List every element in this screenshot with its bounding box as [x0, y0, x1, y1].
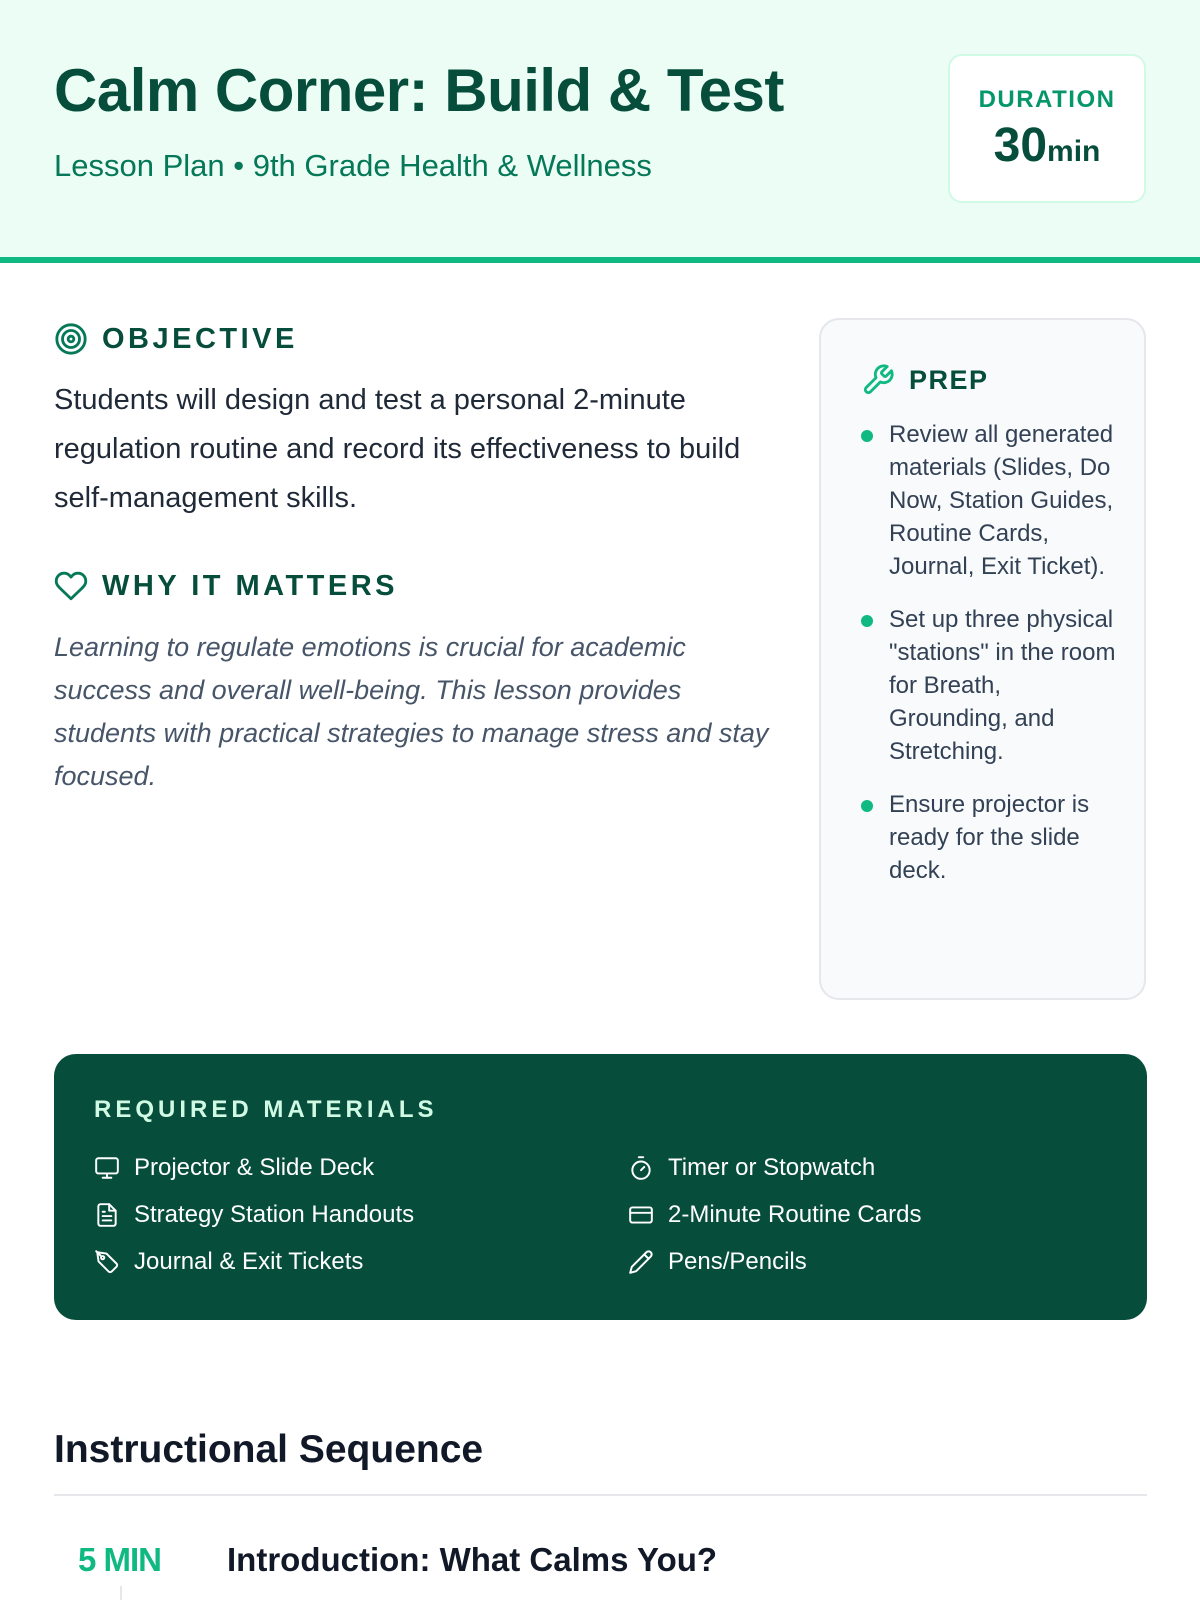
- pencil-icon: [628, 1249, 654, 1275]
- material-item: [628, 1248, 807, 1276]
- material-item: [94, 1201, 414, 1229]
- sequence-title: Instructional Sequence: [54, 1428, 484, 1471]
- lesson-header: [0, 0, 1200, 263]
- card-icon: [628, 1202, 654, 1228]
- material-item: [94, 1154, 374, 1182]
- timeline-line: [120, 1586, 122, 1600]
- prep-item-text: Ensure projector is ready for the slide deck.: [889, 791, 1090, 884]
- prep-card: [819, 318, 1146, 1000]
- objective-heading: [54, 322, 298, 356]
- page-title: Calm Corner: Build & Test: [54, 57, 784, 124]
- timer-icon: [628, 1155, 654, 1181]
- page-subtitle: Lesson Plan • 9th Grade Health & Wellness: [54, 148, 652, 183]
- duration-card: [948, 54, 1146, 203]
- objective-heading-label: OBJECTIVE: [102, 322, 298, 355]
- material-label: Projector & Slide Deck: [134, 1154, 375, 1181]
- document-icon: [94, 1202, 120, 1228]
- prep-item: [861, 418, 1121, 583]
- prep-item-text: Set up three physical "stations" in the room for Breath, Grounding, and Stretching.: [889, 606, 1116, 765]
- bullet-dot-icon: [861, 800, 873, 812]
- wrench-icon: [861, 363, 895, 397]
- bullet-dot-icon: [861, 615, 873, 627]
- material-label: Timer or Stopwatch: [668, 1154, 876, 1181]
- duration-label: DURATION: [978, 86, 1116, 113]
- bullet-dot-icon: [861, 430, 873, 442]
- prep-item: [861, 603, 1121, 768]
- prep-item-text: Review all generated materials (Slides, Do Now, Station Guides, Routine Cards, Journal, Exit Ticket).: [889, 421, 1114, 580]
- material-label: Strategy Station Handouts: [134, 1201, 415, 1228]
- material-item: [628, 1201, 921, 1229]
- divider: [54, 1494, 1147, 1496]
- sequence-step-time: 5 MIN: [78, 1541, 162, 1578]
- material-label: Journal & Exit Tickets: [134, 1248, 364, 1275]
- prep-list: [861, 418, 1121, 907]
- ticket-icon: [94, 1249, 120, 1275]
- why-text: Learning to regulate emotions is crucial for academic success and overall well-being. This lesson provides students with practical strategies to manage stress and stay focused.: [54, 632, 769, 791]
- prep-heading-label: PREP: [909, 364, 989, 395]
- why-heading-label: WHY IT MATTERS: [102, 569, 399, 602]
- duration-number: 30: [993, 119, 1048, 172]
- material-label: 2-Minute Routine Cards: [668, 1201, 922, 1228]
- material-label: Pens/Pencils: [668, 1248, 807, 1275]
- required-materials-panel: [54, 1054, 1147, 1320]
- monitor-icon: [94, 1155, 120, 1181]
- materials-title: REQUIRED MATERIALS: [94, 1096, 438, 1123]
- prep-item: [861, 788, 1121, 887]
- objective-text: Students will design and test a personal 2-minute regulation routine and record its effectiveness to build self-management skills.: [54, 384, 741, 514]
- duration-value: [950, 118, 1144, 173]
- target-icon: [54, 322, 88, 356]
- material-item: [94, 1248, 363, 1276]
- why-heading: [54, 569, 398, 603]
- duration-unit: min: [1047, 135, 1101, 168]
- material-item: [628, 1154, 875, 1182]
- heart-icon: [54, 569, 88, 603]
- prep-heading: [861, 363, 989, 397]
- sequence-step-title: Introduction: What Calms You?: [227, 1541, 718, 1578]
